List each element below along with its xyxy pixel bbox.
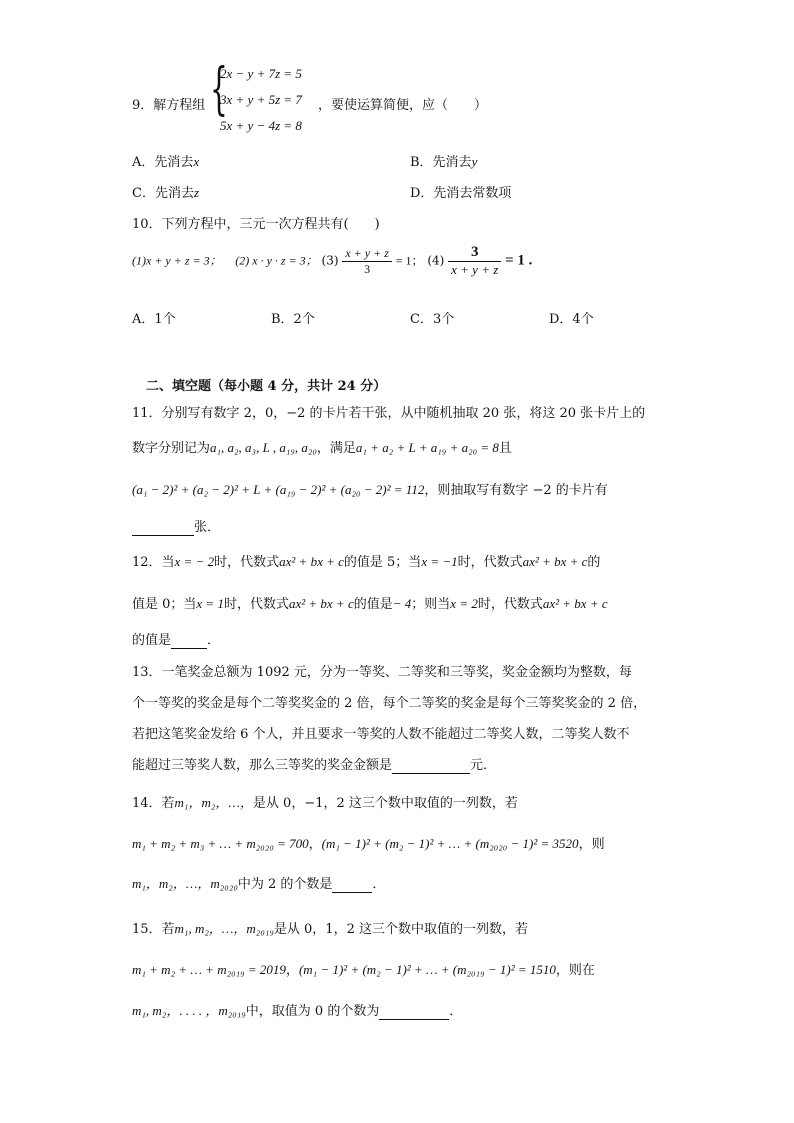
q15-line1: 15．若m₁, m₂，…，m₂₀₁₉是从 0，1，2 这三个数中取值的一列数，若 — [132, 921, 528, 937]
q9-eq2: 3x + y + 5z = 7 — [220, 92, 302, 107]
q9-equation-system — [210, 57, 330, 138]
q9-option-b: B．先消去y — [410, 154, 478, 170]
q15-line2: m₁ + m₂ + … + m₂₀₁₉ = 2019，(m₁ − 1)² + (m₂ − 1)² + … + (m₂₀₁₉ − 1)² = 1510，则在 — [132, 962, 595, 978]
q14-line3: m₁，m₂，…，m₂₀₂₀中为 2 的个数是 ． — [132, 876, 386, 892]
q10-stem: 10．下列方程中，三元一次方程共有( ) — [132, 217, 380, 232]
q10-item4-fraction: $\frac{3}{x + y + z}$ — [448, 244, 501, 278]
q11-line1: 11．分别写有数字 2，0，−2 的卡片若干张，从中随机抽取 20 张，将这 20 张卡片上的 — [132, 406, 646, 421]
q11-line4: 张． — [132, 516, 220, 536]
answer-blank[interactable] — [332, 877, 372, 893]
q10-option-d: D．4个 — [549, 312, 594, 327]
q13-line3: 若把这笔奖金发给 6 个人，并且要求一等奖的人数不能超过二等奖人数，二等奖人数不 — [132, 727, 630, 742]
q12-line3: 的值是 ． — [132, 633, 221, 648]
q10-item2: (2) x · y · z = 3； — [235, 253, 318, 268]
q9-suffix: ，要使运算简便，应（ ） — [318, 98, 488, 113]
section-title: 二、填空题（每小题 4 分，共计 24 分） — [146, 379, 387, 394]
q10-item3-prefix: (3) — [321, 253, 339, 268]
q13-line1: 13．一笔奖金总额为 1092 元，分为一等奖、二等奖和三等奖，奖金金额均为整数，每 — [132, 665, 632, 680]
q14-line1: 14．若m₁，m₂，…，是从 0，−1，2 这三个数中取值的一列数，若 — [132, 795, 518, 811]
q10-option-b: B．2个 — [271, 312, 315, 327]
q11-line2: 数字分别记为a₁, a₂, a₃, L , a₁₉, a₂₀，满足a₁ + a₂ + L + a₁₉ + a₂₀ = 8且 — [132, 440, 512, 456]
answer-blank[interactable] — [392, 758, 470, 774]
q9-eq1: 2x − y + 7z = 5 — [220, 66, 302, 81]
answer-blank[interactable] — [379, 1004, 449, 1020]
q10-item1: (1)x + y + z = 3； — [132, 253, 222, 268]
q12-line1: 12．当x = − 2时，代数式ax² + bx + c的值是 5；当x = −1时，代数式ax² + bx + c的 — [132, 554, 601, 570]
answer-blank[interactable] — [132, 520, 194, 536]
q15-line3: m₁, m₂，. . . . ，m₂₀₁₉中，取值为 0 的个数为 ． — [132, 1003, 463, 1019]
q14-line2: m₁ + m₂ + m₃ + … + m₂₀₂₀ = 700，(m₁ − 1)² + (m₂ − 1)² + … + (m₂₀₂₀ − 1)² = 3520，则 — [132, 836, 605, 852]
q10-items — [132, 244, 532, 278]
q9-option-c: C．先消去z — [132, 185, 200, 201]
q9-eq3: 5x + y − 4z = 8 — [220, 118, 302, 133]
q9-prefix: 9．解方程组 — [132, 98, 206, 113]
q10-item3-fraction: $\frac{x + y + z}{3}$ — [342, 246, 392, 277]
q13-line4: 能超过三等奖人数，那么三等奖的奖金金额是 元． — [132, 758, 497, 773]
q9-option-d: D．先消去常数项 — [410, 186, 512, 201]
q9-option-a: A．先消去x — [132, 154, 200, 170]
q10-item3-rhs: = 1； — [395, 253, 424, 268]
q10-option-a: A．1个 — [132, 312, 176, 327]
q10-option-c: C．3个 — [410, 312, 455, 327]
q11-line3: (a₁ − 2)² + (a₂ − 2)² + L + (a₁₉ − 2)² + (a₂₀ − 2)² = 112，则抽取写有数字 −2 的卡片有 — [132, 482, 608, 498]
q10-item4-prefix: (4) — [427, 253, 445, 268]
answer-blank[interactable] — [171, 633, 207, 649]
left-brace-icon: { — [210, 57, 228, 122]
q13-line2: 个一等奖的奖金是每个二等奖奖金的 2 倍，每个二等奖的奖金是每个三等奖奖金的 2 倍， — [132, 696, 647, 711]
q10-item4-rhs: = 1 . — [505, 252, 533, 269]
q12-line2: 值是 0；当x = 1时，代数式ax² + bx + c的值是− 4；则当x = 2时，代数式ax² + bx + c — [132, 596, 608, 612]
